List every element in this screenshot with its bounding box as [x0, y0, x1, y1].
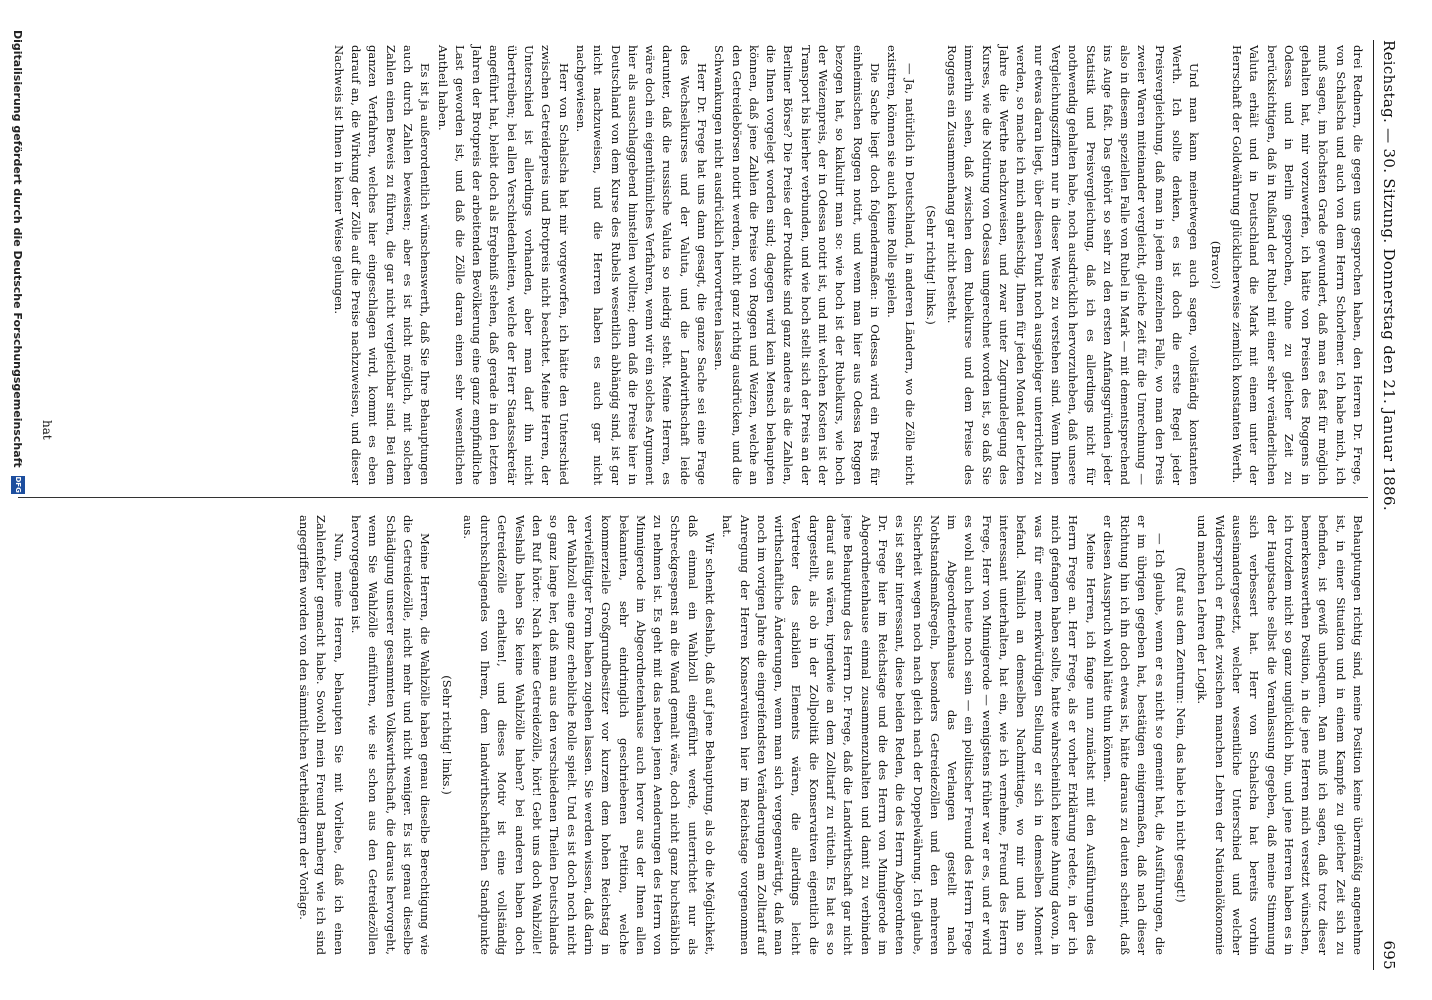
interjection: (Ruf aus dem Zentrum: Nein, das habe ich nicht gesagt!) [1174, 567, 1189, 903]
left-column [329, 45, 1366, 485]
paragraph: Es ist ja außerordentlich wünschenswerth, daß Sie Ihre Behauptungen auch durch Zahlen beweisen; aber es ist nicht möglich, mit solchen Zahlen einen Beweis zu führen, die gar nicht vergleichbar sind. Bei dem ganzen Verfahren, welches hier eingeschlagen wird, kommt es eben darauf an, die Wirkung der Zölle auf die Preise nachzuweisen, und dieser Nachweis ist Ihnen in keiner Weise gelungen. [331, 45, 433, 485]
interjection: (Sehr richtig! links.) [439, 675, 454, 795]
paragraph: Und man kann meinetwegen auch sagen, vollständig konstanten Werth. Ich sollte denken, es ist doch die erste Regel jeder Preisvergleichung, daß man in jedem einzelnen Falle, wo man den Preis zweier Waren miteinander vergleicht, gleiche Zeit für die Umrechnung — also in diesem speziellen Falle von Rubel in Mark — mit dementsprechend ins Auge faßt. Das gehört so sehr zu den ersten Anfangsgründen jeder Statistik und Preisvergleichung, daß ich es allerdings nicht für nothwendig gehalten habe, noch ausdrücklich hervorzuheben, daß unsere Vergleichungsziffern nur in dieser Weise zu verstehen sind. Wenn Ihnen nur etwas daran liegt, über diesen Punkt noch ausgiebiger unterrichtet zu werden, so mache ich mich anheischig, Ihnen für jeden Monat der letzten Jahre die Werthe nachzuweisen, und zwar unter Zugrundelegung des Kurses, wie die Notirung von Odessa umgerechnet worden ist, so daß Sie immerhin sehen, daß zwischen dem Rubelkurse und dem Preise des Roggens ein Zusammenhang gar nicht besteht. [945, 45, 1202, 485]
paragraph: Meine Herren, ich fange nun zunächst mit den Ausführungen des Herrn Frege an. Herr Frege, als er vorher Erklärung redete, in der ich mich gefangen haben sollte, hatte wahrscheinlich keine Ahnung davon, in was für einer merkwürdigen Stellung er sich in demselben Moment befand. Nämlich an demselben Nachmittage, wo mir und ihm so interessant unterhalten, hat ein, wie ich vernehme, Freund des Herrn Frege, Herr von Minnigerode — wenigstens früher war er es, und er wird es wohl auch heute noch sein — ein politischer Freund des Herrn Frege im Abgeordnetenhause das Verlangen gestellt nach Nothstandsmaßregeln, besonders Getreidezöllen und den mehreren Sicherheit wegen noch nach gleich nach der Doppelwährung. Ich glaube, es ist sehr interessant, diese beiden Reden, die des Herrn Abgeordneten Dr. Frege hier im Reichstage und die des Herrn von Minnigerode im Abgeordnetenhause einmal zusammenzuhalten und damit zu verbinden jene Behauptung des Herrn Dr. Frege, daß die Landwirthschaft gar nicht darauf aus wären, irgendwie an dem Zolltarif zu rütteln. Es hat es so dargestellt, als ob in der Zollpolitik die Konservativen eigentlich die Vertreter des stabilen Elements wären, die allerdings leicht wirthschaftliche Änderungen, wenn man sich vergegenwärtigt, daß man noch im vorigen Jahre die eingreifendsten Veränderungen am Zolltarif auf Anregung der Herren Konservativen hier im Reichstage vorgenommen hat. [720, 515, 1098, 955]
paragraph: Herr von Schalscha hat mir vorgeworfen, ich hätte den Unterschied zwischen Getreidepreis und Brotpreis nicht beachtet. Meine Herren, der Unterschied ist allerdings vorhanden, aber man darf ihn nicht übertreiben; bei allen Verschiedenheiten, welche der Herr Staatssekretär angeführt hat, bleibt doch als Ergebniß stehen, daß gerade in den letzten Jahren der Brotpreis der arbeitenden Bevölkerung eine ganz empfindliche Last geworden ist, und daß die Zölle daran einen sehr wesentlichen Antheil haben. [435, 45, 571, 485]
paragraph: Nun, meine Herren, behaupten Sie mit Vorliebe, daß ich einen Zahlenfehler gemacht habe. Sowohl mein Freund Bamberg wie ich sind angegriffen worden von den sämmtlichen Vertheidigern der Vorlage. [297, 515, 346, 955]
page-header [1380, 40, 1398, 970]
paragraph: Behauptungen richtig sind, meine Position keine übermäßig angenehme ist, in einer Situation und in einem Kampfe zu gleicher Zeit sich zu befinden, ist gewiß unbequem. Man muß ich sagen, daß trotz dieser bemerkenswerthen Position, in die jene Herren mich versetzt wünschen, ich trotzdem nicht so ganz unglücklich bin, und jene Herren haben es in der Hauptsache selbst die Veranlassung gegeben, daß meine Stimmung sich verbessert hat. Herr von Schalscha hat bereits vorhin auseinandergesetzt, welcher wesentliche Unterschied und welcher Widerspruch er findet zwischen manchen Lehren der Nationalökonomie und manchen Lehren der Logik. [1195, 515, 1365, 955]
paragraph: Herr Dr. Frege hat uns dann gesagt, die ganze Sache sei eine Frage des Wechselkurses und der Valuta, und die Landwirthschaft leide darunter, daß die russische Valuta so niedrig steht. Meine Herren, es wäre doch ein eigenthümliches Verfahren, wenn wir ein solches Argument hier als ausschlaggebend hinstellen wollten; denn daß die Preise hier in Deutschland von dem Kurse des Rubels wesentlich abhängig sind, ist gar nicht nachzuweisen, und die Herren haben es auch gar nicht nachgewiesen. [573, 45, 710, 485]
interjection: (Sehr richtig! links.) [923, 205, 938, 325]
interjection: (Bravo!) [1208, 240, 1223, 290]
column-divider [18, 497, 1368, 498]
paragraph: drei Rednern, die gegen uns gesprochen haben, den Herren Dr. Frege, von Schalscha und auch von dem Herrn Schorlemer. Ich habe mich, ich muß sagen, im höchsten Grade gewundert, daß man es fast für möglich gehalten hat, mir vorzuwerfen, ich hätte von Preisen des Roggens in Odessa und in Berlin gesprochen, ohne zu gleicher Zeit zu berücksichtigen, daß in Rußland der Rubel mit einer sehr veränderlichen Valuta erhält und in Deutschland die Mark mit einem unter der Herrschaft der Goldwährung glücklicherweise ziemlich konstanten Werth. [1229, 45, 1365, 485]
right-column [295, 515, 1366, 955]
header-title: Reichstag. — 30. Sitzung. Donnerstag den 21. Januar 1886. [1380, 40, 1398, 511]
dfg-logo: DFG [11, 476, 25, 494]
header-rule [1373, 40, 1374, 970]
page-number: 695 [1380, 940, 1398, 970]
paragraph: Meine Herren, die Wahlzölle haben genau dieselbe Berechtigung wie die Getreidezölle, nicht mehr und nicht weniger. Es ist genau dieselbe Schädigung unserer gesammten Volkswirthschaft, die daraus hervorgeht, wenn Sie Wahlzölle einführen, wie sie schon aus den Getreidezöllen hervorgegangen ist. [349, 515, 433, 955]
paragraph: Wir schenkt deshalb, daß auf jene Behauptung, als ob die Möglichkeit, daß einmal ein Wahlzoll eingeführt werde, unterrichtet nur als Schreckgespenst an die Wand gemalt wäre, doch nicht ganz buchstäblich zu nehmen ist. Es geht mit das neben jenen Aenderungen des Herrn von Minnigerode im Abgeordnetenhause auch hervor aus der Ihnen allen bekannten, sehr eindringlich geschriebenen Petition, welche kommerzielle Großgrundbesitzer vor kurzem dem hohen Reichstag in vervielfältigter Form haben zugehen lassen. Sie werden wissen, daß darin der Wahlzoll eine ganz erhebliche Rolle spielt. Und es ist doch noch nicht so ganz lange her, daß man aus den verschiedenen Theilen Deutschlands den Ruf hörte: Nach keine Getreidezölle, hört! Gebt uns doch Wahlzölle! Weshalb haben Sie keine Wahlzölle haben? bei anderen haben doch Getreidezölle erhalten!, und dieses Motiv ist eine vollständig durchschlagendes von Ihrem, dem landwirthschaftlichen Standpunkte aus. [460, 515, 718, 955]
paragraph: Die Sache liegt doch folgendermaßen: in Odessa wird ein Preis für einheimischen Roggen notirt, und wenn man hier aus Odessa Roggen bezogen hat, so kalkulirt man so: wie hoch ist der Rubelkurs, wie hoch der Weizenpreis, der in Odessa notirt ist, und mit welchen Kosten ist der Transport bis hierher verbunden, und wie hoch stellt sich der Preis an der Berliner Börse? Die Preise der Produkte sind ganz andere als die Zahlen, die Ihnen vorgelegt worden sind; dagegen wird kein Mensch behaupten können, daß jene Zahlen die Preise von Roggen und Weizen, welche an den Getreidebörsen notirt werden, nicht ganz richtig ausdrücken, und die Schwankungen nicht ausdrücklich hervortreten lassen. [712, 45, 882, 485]
continuation-word: hat [40, 420, 54, 440]
paragraph: — Ja, natürlich in Deutschland, in anderen Ländern, wo die Zölle nicht existiren, können sie auch keine Rolle spielen. [885, 45, 917, 485]
paragraph: — Ich glaube, wenn er es nicht so gemeint hat, die Ausführungen, die er im übrigen gegeben hat, bestätigen einigermaßen, daß nach dieser Richtung hin ich ihn doch etwas ist, hätte daraus zu deuten scheint, daß er diesen Ausspruch wohl hätte thun können. [1100, 515, 1167, 955]
digitization-text: Digitalisierung gefördert durch die Deutsche Forschungsgemeinschaft [11, 30, 25, 468]
digitization-note [6, 30, 30, 980]
